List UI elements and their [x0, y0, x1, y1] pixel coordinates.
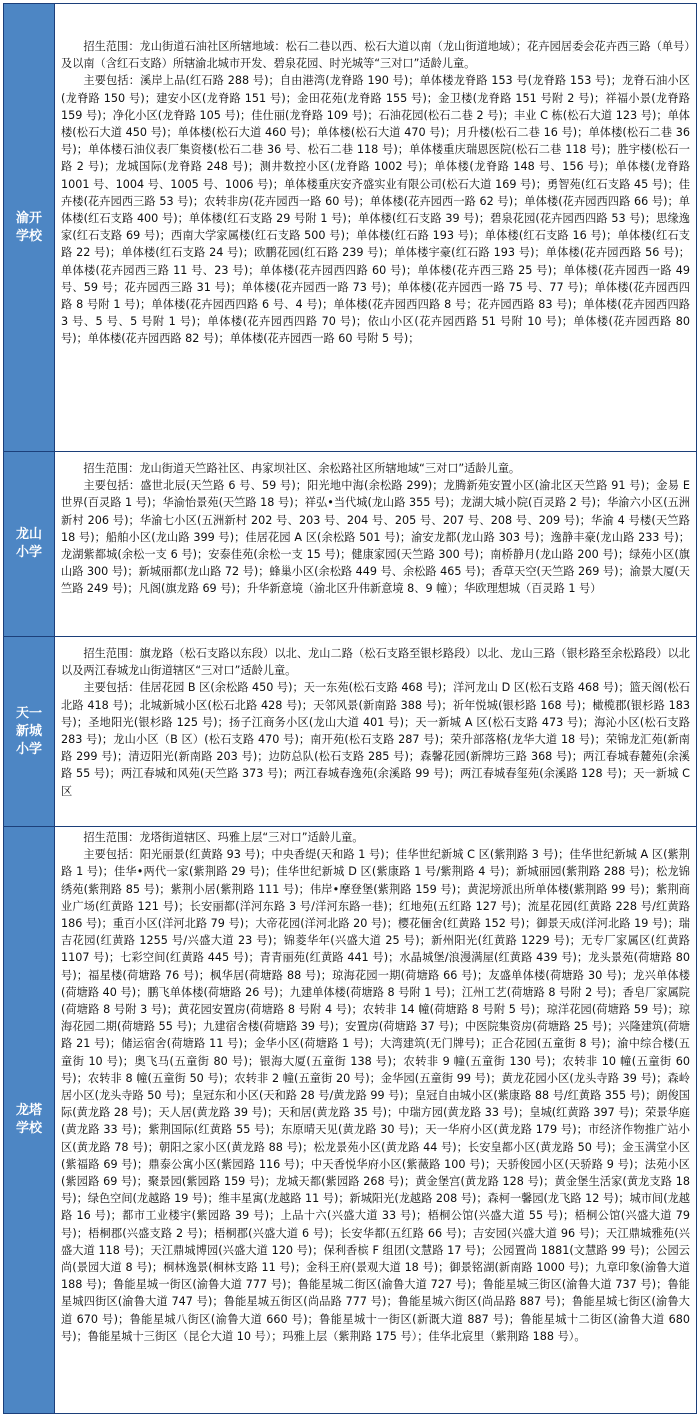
school-name: 龙塔学校 [15, 1103, 42, 1136]
enrollment-scope: 招生范围：龙山街道石油社区所辖地域：松石二巷以西、松石大道以南（龙山街道地域）；花卉园居委会花卉西三路（单号）及以南（含红石支路）所辖渝北城市开发、碧泉花园、时光城等“三对口”适龄儿童。 [61, 40, 690, 71]
school-content-cell [55, 4, 697, 452]
main-communities: 主要包括：溪岸上品(红石路 288 号)；自由港湾(龙脊路 190 号)；单体楼龙脊路 153 号(龙脊路 153 号)；龙脊石油小区(龙脊路 150 号)；建安小区(龙脊路 151 号)；金田花苑(龙脊路 155 号)；金卫楼(龙脊路 151 号附 2 号)；祥福小景(龙脊路 159 号)；净化小区(龙脊路 105 号)；佳仕丽(龙脊路 109 号)；石油花园(松石二巷 2 号)；丰业 C 栋(松石大道 123 号)；单体楼(松石大道 450 号)；单体楼(松石大道 460 号)；单体楼(松石大道 470 号)；月升楼(松石二巷 16 号)；单体楼(松石二巷 36 号)；单体楼石油仪表厂集资楼(松石二巷 36 号、松石二巷 118 号)；单体楼重庆瑞恩医院(松石二巷 118 号)；胜宇楼(松石一路 2 号)；龙城国际(龙脊路 248 号)；测井数控小区(龙脊路 1002 号)；单体楼(龙脊路 148 号、156 号)；单体楼(龙脊路 1001 号、1004 号、1005 号、1006 号)；单体楼重庆安齐盛实业有限公司(松石大道 169 号)；勇智苑(红石支路 45 号)；佳卉楼(花卉园西三路 53 号)；农转非房(花卉园西一路 60 号)；单体楼(花卉园西一路 62 号)；单体楼(花卉园西四路 66 号)；单体楼(红石支路 400 号)；单体楼(红石支路 29 号附 1 号)；单体楼(红石支路 39 号)；碧泉花园(花卉园西四路 53 号)；思缘逸家(红石支路 69 号)；西南大学家属楼(红石支路 500 号)；单体楼(红石路 193 号)；单体楼(红石支路 16 号)；单体楼(红石支路 22 号)；单体楼(红石支路 24 号)；欧鹏花园(红石路 239 号)；单体楼宇豪(红石路 193 号)；单体楼(花卉园西路 56 号)；单体楼(花卉园西三路 11 号、23 号)；单体楼(花卉园西四路 60 号)；单体楼(花卉西三路 25 号)；单体楼(花卉园西一路 49 号、59 号；花卉园西三路 31 号)；单体楼(花卉园西一路 73 号)；单体楼(花卉园西一路 75 号、77 号)；单体楼(花卉园西四路 8 号附 1 号)；单体楼(花卉园西四路 6 号、4 号)；单体楼(花卉园西四路 8 号；花卉园西路 83 号)；单体楼(花卉园西四路 3 号、5 号、5 号附 1 号)；单体楼(花卉园西四路 70 号)；依山小区(花卉园西路 51 号附 10 号)；单体楼(花卉园西路 80 号)；单体楼(花卉园西路 82 号)；单体楼(花卉园西一路 60 号附 5 号)； [61, 74, 690, 346]
school-row [4, 637, 697, 827]
enrollment-scope: 招生范围：旗龙路（松石支路以东段）以北、龙山二路（松石支路至银杉路段）以北、龙山三路（银杉路至余松路段）以北以及两江春城龙山街道辖区“三对口”适龄儿童。 [61, 647, 690, 678]
main-communities: 主要包括：佳居花园 B 区(余松路 450 号)；天一东苑(松石支路 468 号)；洋河龙山 D 区(松石支路 468 号)；篮天阁(松石北路 418 号)；北城新城小区(松石北路 428 号)；天邻风景(新南路 388 号)；祈年悦城(银杉路 168 号)；橄榄郡(银杉路 183 号)；圣地阳光(银杉路 125 号)；扬子江商务小区(龙山大道 401 号)；天一新城 A 区(松石支路 473 号)；海沁小区(松石支路 283 号)；龙山小区（B 区）(松石支路 470 号)；南开苑(松石支路 287 号)；荣升部落格(龙华大道 18 号)；荣锦龙汇苑(新南路 299 号)；清迈阳光(新南路 203 号)；边防总队(松石支路 285 号)；森馨花园(新牌坊三路 368 号)；两江春城春麓苑(余溪路 55 号)；两江春城和风苑(天竺路 373 号)；两江春城春逸苑(余溪路 99 号)；两江春城春玺苑(余溪路 128 号)；天一新城 C 区 [61, 681, 690, 798]
main-communities: 主要包括：阳光丽景(红黄路 93 号)；中央香缇(天和路 1 号)；佳华世纪新城 C 区(紫荆路 3 号)；佳华世纪新城 A 区(紫荆路 1 号)；佳华•两代一家(紫荆路 29 号)；佳华世纪新城 D 区(紫康路 1 号/紫荆路 4 号)；新城丽园(紫荆路 288 号)；松龙锦绣苑(紫荆路 85 号)；紫荆小居(紫荆路 111 号)；伟岸•摩登堡(紫荆路 159 号)；黄泥塝派出所单体楼(紫荆路 99 号)；紫荆商业广场(红黄路 121 号)；长安丽都(洋河东路 3 号/洋河东路一巷)；红地苑(五红路 127 号)；流星花园(红黄路 228 号/红黄路 186 号)；重百小区(洋河北路 79 号)；大帝花园(洋河北路 20 号)；樱花俪舍(红黄路 152 号)；御景天成(洋河北路 19 号)；瑞吉花园(红黄路 1255 号/兴盛大道 23 号)；锦菱华年(兴盛大道 25 号)；新州阳光(红黄路 1229 号)；无专厂家属区(红黄路 1107 号)；七彩空间(红黄路 445 号)；青青丽苑(红黄路 441 号)；水晶城堡/浪漫满屋(红黄路 439 号)；龙头景苑(荷塘路 80 号)；福星楼(荷塘路 76 号)；枫华居(荷塘路 88 号)；琼海花园一期(荷塘路 66 号)；友盛单体楼(荷塘路 30 号)；龙兴单体楼(荷塘路 40 号)；鹏飞单体楼(荷塘路 26 号)；九建单体楼(荷塘路 8 号附 1 号)；江州工艺(荷塘路 8 号附 2 号)；香皂厂家属院(荷塘路 8 号附 3 号)；黄花园安置房(荷塘路 8 号附 4 号)；农转非 14 幢(荷塘路 8 号附 5 号)；琼洋花园(荷塘路 59 号)；琼海花园二期(荷塘路 55 号)；九建宿舍楼(荷塘路 39 号)；安置房(荷塘路 37 号)；中医院集资房(荷塘路 25 号)；兴隆建筑(荷塘路 21 号)；储运宿舍(荷塘路 11 号)；金华小区(荷塘路 1 号)；大湾建筑(无门牌号)；正合花园(五童街 8 号)；渝中综合楼(五童街 10 号)；奥飞马(五童街 80 号)；银海大厦(五童街 138 号)；农转非 9 幢(五童街 130 号)；农转非 10 幢(五童街 60 号)；农转非 8 幢(五童街 50 号)；农转非 2 幢(五童街 20 号)；金华园(五童街 99 号)；黄龙花园小区(龙头寺路 39 号)；森岭居小区(龙头寺路 50 号)；皇冠东和小区(天和路 28 号/黄龙路 99 号)；皇冠自由城小区(紫康路 88 号/红黄路 355 号)；朗俊国际(黄龙路 28 号)；天人居(黄龙路 39 号)；天和居(黄龙路 35 号)；中瑞方园(黄龙路 33 号)；皇城(红黄路 397 号)；荣景华庭(黄龙路 33 号)；紫荆国际(红黄路 55 号)；东原晴天见(黄龙路 30 号)；天一华府小区(黄龙路 179 号)；市经济作物推广站小区(黄龙路 78 号)；朝阳之家小区(黄龙路 88 号)；松龙景苑小区(黄龙路 44 号)；长安皇都小区(黄龙路 50 号)；金玉满堂小区(紫福路 69 号)；鼎泰公寓小区(紫园路 116 号)；中天香悦华府小区(紫薇路 100 号)；天骄俊园小区(天骄路 9 号)；法苑小区(紫园路 69 号)；聚景园(紫园路 159 号)；龙城天都(紫园路 268 号)；黄金堡宫(黄龙路 128 号)；黄金堡生活家(黄龙支路 18 号)；绿色空间(龙越路 19 号)；维丰星寓(龙越路 11 号)；新城阳光(龙越路 208 号)；森柯一馨园(龙飞路 12 号)；城市间(龙越路 16 号)；都市工业楼宇(紫园路 39 号)；上品十六(兴盛大道 33 号)；梧桐公馆(兴盛大道 55 号)；梧桐公馆(兴盛大道 79 号)；梧桐郡(兴盛支路 2 号)；梧桐郡(兴盛大道 6 号)；长安华都(五红路 66 号)；吉安园(兴盛大道 96 号)；天江鼎城雅苑(兴盛大道 118 号)；天江鼎城博园(兴盛大道 120 号)；保利香槟 F 组团(文慧路 17 号)；公园置尚 1881(文慧路 99 号)；公园云尚(景园大道 8 号)；桐林逸景(桐林支路 11 号)；金科王府(景观大道 18 号)；御景铭湖(新南路 1000 号)；九章印象(渝鲁大道 188 号)；鲁能星城一街区(渝鲁大道 777 号)；鲁能星城二街区(渝鲁大道 727 号)；鲁能星城三街区(渝鲁大道 737 号)；鲁能星城四街区(渝鲁大道 747 号)；鲁能星城五街区(尚品路 777 号)；鲁能星城六街区(尚品路 887 号)；鲁能星城七街区(渝鲁大道 670 号)；鲁能星城八街区(渝鲁大道 660 号)；鲁能星城十一街区(新溉大道 887 号)；鲁能星城十二街区(渝鲁大道 680 号)；鲁能星城十三街区（昆仑大道 10 号）；玛雅上层（紫荆路 175 号）；佳华北宸里（紫荆路 188 号）。 [61, 848, 690, 1343]
school-name-cell [4, 827, 55, 1414]
enrollment-scope: 招生范围：龙山街道天竺路社区、冉家坝社区、余松路社区所辖地域“三对口”适龄儿童。 [83, 462, 521, 475]
enrollment-scope: 招生范围：龙塔街道辖区、玛雅上层“三对口”适龄儿童。 [83, 831, 364, 844]
school-name-cell [4, 452, 55, 637]
school-name: 渝开学校 [15, 210, 42, 244]
enrollment-table-page [3, 3, 697, 1413]
school-row [4, 452, 697, 637]
school-content-cell [55, 452, 697, 637]
school-name: 天一新城小学 [15, 705, 42, 757]
school-name-cell [4, 4, 55, 452]
enrollment-table [3, 3, 697, 1414]
school-content-cell [55, 827, 697, 1414]
school-row [4, 827, 697, 1414]
school-name-cell [4, 637, 55, 827]
school-name: 龙山小学 [15, 527, 42, 560]
main-communities: 主要包括：盛世北辰(天竺路 6 号、59 号)；阳光地中海(余松路 299)；龙腾新苑安置小区(渝北区天竺路 91 号)；金易 E 世界(百灵路 1 号)；华渝怡景苑(天竺路 18 号)；祥弘•当代城(龙山路 355 号)；龙湖大城小院(百灵路 2 号)；华渝六小区(五洲新村 206 号)；华渝七小区(五洲新村 202 号、203 号、204 号、205 号、207 号、208 号、209 号)；华渝 4 号楼(天竺路 18 号)；船舶小区(龙山路 399 号)；佳居花园 A 区(余松路 501 号)；渝安龙都(龙山路 303 号)；逸静丰豪(龙山路 233 号)；龙湖紫都城(余松一支 6 号)；安泰佳苑(余松一支 15 号)；健康家园(天竺路 300 号)；南桥静月(龙山路 200 号)；绿苑小区(旗山路 300 号)；新城丽都(龙山路 72 号)；蜂巢小区(余松路 449 号、余松路 465 号)；香草天空(天竺路 269 号)；渝景大厦(天竺路 249 号)；凡阁(旗龙路 69 号)；升华新意境（渝北区升伟新意境 8、9 幢）；华欧理想城（百灵路 1 号） [61, 479, 690, 596]
school-content-cell [55, 637, 697, 827]
school-row [4, 4, 697, 452]
